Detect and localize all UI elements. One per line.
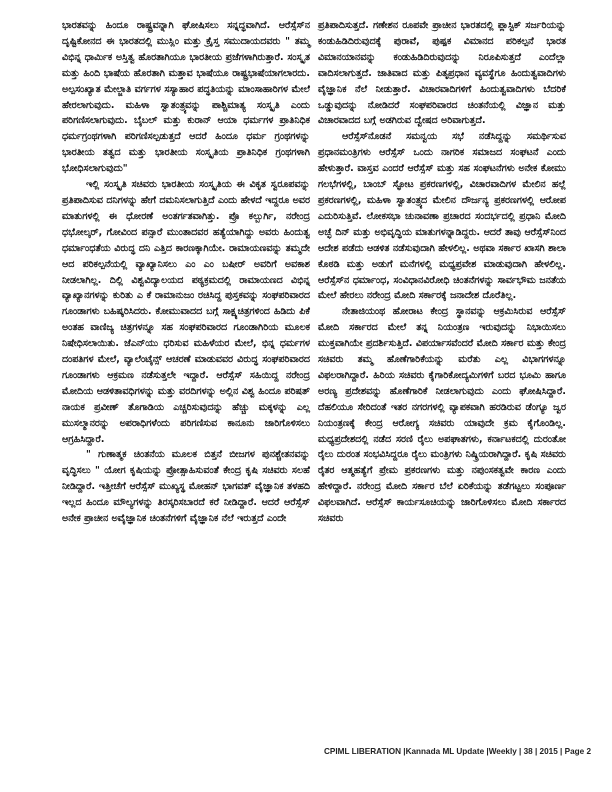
paragraph: ಆರೆಸ್ಸೆಸ್‌ನೊಡನೆ ಸಮನ್ವಯ ಸಭೆ ನಡೆಸಿದ್ದನ್ನು ಸಮರ್ಥಿಸುವ ಪ್ರಧಾನಮಂತ್ರಿಗಳು ಆರೆಸ್ಸೆಸ್ ಒಂದು ನಾಗರಿಕ ಸಮಾಜದ ಸಂಘಟನೆ ಎಂದು ಹೇಳುತ್ತಾರೆ. ವಾಸ್ತವ ಎಂದರೆ ಆರೆಸ್ಸೆಸ್ ಮತ್ತು ಸಹ ಸಂಘಟನೆಗಳು ಅನೇಕ ಕೋಮು ಗಲಭೆಗಳಲ್ಲಿ, ಬಾಂಬ್ ಸ್ಫೋಟ ಪ್ರಕರಣಗಳಲ್ಲಿ, ವಿಚಾರವಾದಿಗಳ ಮೇಲಿನ ಹಲ್ಲೆ ಪ್ರಕರಣಗಳಲ್ಲಿ, ಮಹಿಳಾ ಸ್ವಾತಂತ್ರ್ಯದ ಮೇಲಿನ ದೌರ್ಜನ್ಯ ಪ್ರಕರಣಗಳಲ್ಲಿ ಆರೋಪ ಎದುರಿಸುತ್ತಿವೆ. ಲೋಕಸಭಾ ಚುನಾವಣಾ ಪ್ರಚಾರದ ಸಂದರ್ಭದಲ್ಲಿ ಪ್ರಧಾನಿ ಮೋದಿ ಅಚ್ಛೆ ದಿನ್ ಮತ್ತು ಅಭಿವೃದ್ಧಿಯ ಮಾತುಗಳನ್ನಾಡಿದ್ದರು. ಆದರೆ ತಾವು ಆರೆಸ್ಸೆಸ್‌ನಿಂದ ಆದೇಶ ಪಡೆದು ಆಡಳಿತ ನಡೆಸುವುದಾಗಿ ಹೇಳಲಿಲ್ಲ. ಅಥವಾ ಸರ್ಕಾರ ಖಾಸಗಿ ಶಾಲಾ ಕೊಠಡಿ ಮತ್ತು ಅಡುಗೆ ಮನೆಗಳಲ್ಲಿ ಮಧ್ಯಪ್ರವೇಶ ಮಾಡುವುದಾಗಿ ಹೇಳಲಿಲ್ಲ. ಆರೆಸ್ಸೆಸ್‌ನ ಧರ್ಮಾಂಧ, ಸಂವಿಧಾನವಿರೋಧಿ ಚಿಂತನೆಗಳನ್ನು ಸಾರ್ವಭೌಮ ಜನತೆಯ ಮೇಲೆ ಹೇರಲು ನರೇಂದ್ರ ಮೋದಿ ಸರ್ಕಾರಕ್ಕೆ ಜನಾದೇಶ ದೊರೆತಿಲ್ಲ. [318,131,566,302]
paragraph: ನೇತಾಜಿಯಂಥ ಹೋರಾಟ ಕೇಂದ್ರ ಸ್ಥಾನವನ್ನು ಆಕ್ರಮಿಸಿರುವ ಆರೆಸ್ಸೆಸ್ ಮೋದಿ ಸರ್ಕಾರದ ಮೇಲೆ ತನ್ನ ನಿಯಂತ್ರಣ ಇರುವುದನ್ನು ನಿಭಾಯಿಸಲು ಮುಕ್ತವಾಗಿಯೇ ಪ್ರದರ್ಶಿಸುತ್ತಿದೆ. ವಿಪರ್ಯಾಸವೆಂದರೆ ಮೋದಿ ಸರ್ಕಾರ ಮತ್ತು ಕೇಂದ್ರ ಸಚಿವರು ತಮ್ಮ ಹೊಣೆಗಾರಿಕೆಯನ್ನು ಮರೆತು ಎಲ್ಲ ವಿಭಾಗಗಳನ್ನೂ ವಿಫಲರಾಗಿದ್ದಾರೆ. ಹಿರಿಯ ಸಚಿವರು ಕೈಗಾರಿಕೋದ್ಯಮಿಗಳಿಗೆ ಬರದ ಭೂಮಿ ಹಾಗೂ ಅರಣ್ಯ ಪ್ರದೇಶವನ್ನು ಹೊಣೆಗಾರಿಕೆ ನೀಡಲಾಗುವುದು ಎಂದು ಘೋಷಿಸಿದ್ದಾರೆ. ದೆಹಲಿಯೂ ಸೇರಿದಂತೆ ಇತರ ನಗರಗಳಲ್ಲಿ ವ್ಯಾಪಕವಾಗಿ ಹರಡಿರುವ ಡೆಂಗ್ಯೂ ಜ್ವರ ನಿಯಂತ್ರಣಕ್ಕೆ ಕೇಂದ್ರ ಆರೋಗ್ಯ ಸಚಿವರು ಯಾವುದೇ ಕ್ರಮ ಕೈಗೊಂಡಿಲ್ಲ. ಮಧ್ಯಪ್ರದೇಶದಲ್ಲಿ ನಡೆದ ಸರಣಿ ರೈಲು ಅಪಘಾತಗಳು, ಕರ್ನಾಟಕದಲ್ಲಿ ದುರಂತೋ ರೈಲು ದುರಂತ ಸಂಭವಿಸಿದ್ದರೂ ರೈಲು ಮಂತ್ರಿಗಳು ನಿಷ್ಕ್ರಿಯರಾಗಿದ್ದಾರೆ. ಕೃಷಿ ಸಚಿವರು ರೈತರ ಆತ್ಮಹತ್ಯೆಗೆ ಪ್ರೇಮ ಪ್ರಕರಣಗಳು ಮತ್ತು ನಪುಂಸಕತ್ವವೇ ಕಾರಣ ಎಂದು ಹೇಳಿದ್ದಾರೆ. ನರೇಂದ್ರ ಮೋದಿ ಸರ್ಕಾರ ಬೆಲೆ ಏರಿಕೆಯನ್ನು ತಡೆಗಟ್ಟಲು ಸಂಪೂರ್ಣ ವಿಫಲವಾಗಿದೆ. ಆರೆಸ್ಸೆಸ್ ಕಾರ್ಯಸೂಚಿಯನ್ನು ಜಾರಿಗೊಳಿಸಲು ಮೋದಿ ಸರ್ಕಾರದ ಸಚಿವರು [318,306,566,525]
paragraph: " ಗುಣಾತ್ಮಕ ಚಿಂತನೆಯ ಮೂಲಕ ಬಿತ್ತನೆ ಬೀಜಗಳ ಪುನಶ್ಚೇತನವನ್ನು ವೃದ್ಧಿಸಲು " ಯೋಗ ಕೃಷಿಯನ್ನು ಪ್ರೋತ್ಸಾಹಿಸುವಂತೆ ಕೇಂದ್ರ ಕೃಷಿ ಸಚಿವರು ಸಲಹೆ ನೀಡಿದ್ದಾರೆ. ಇತ್ತೀಚೆಗೆ ಆರೆಸ್ಸೆಸ್ ಮುಖ್ಯಸ್ಥ ಮೋಹನ್ ಭಾಗವತ್ ವೈಜ್ಞಾನಿಕ ತಳಹದಿ ಇಲ್ಲದ ಹಿಂದೂ ಮೌಲ್ಯಗಳನ್ನು ತಿರಸ್ಕರಿಸಬಾರದೆ ಕರೆ ನೀಡಿದ್ದಾರೆ. ಆದರೆ ಆರೆಸ್ಸೆಸ್ ಅನೇಕ ಪ್ರಾಚೀನ ಅವೈಜ್ಞಾನಿಕ ಚಿಂತನೆಗಳಿಗೆ ವೈಜ್ಞಾನಿಕ ನೆಲೆ ಇರುತ್ತದೆ ಎಂದೇ [62,449,310,525]
paragraph: ಪ್ರತಿಪಾದಿಸುತ್ತದೆ. ಗಣೇಶನ ರೂಪವೇ ಪ್ರಾಚೀನ ಭಾರತದಲ್ಲಿ ಪ್ಲಾಸ್ಟಿಕ್ ಸರ್ಜರಿಯನ್ನು ಕಂಡುಹಿಡಿದಿರುವುದಕ್ಕೆ ಪುರಾವೆ, ಪುಷ್ಪಕ ವಿಮಾನದ ಪರಿಕಲ್ಪನೆ ಭಾರತ ವಿಮಾನಯಾನವನ್ನು ಕಂಡುಹಿಡಿದಿರುವುದನ್ನು ನಿರೂಪಿಸುತ್ತದೆ ಎಂದೆಲ್ಲಾ ವಾದಿಸಲಾಗುತ್ತದೆ. ಜಾತಿವಾದ ಮತ್ತು ಪಿತೃಪ್ರಧಾನ ವ್ಯವಸ್ಥೆಗೂ ಹಿಂದುತ್ವವಾದಿಗಳು ವೈಜ್ಞಾನಿಕ ನೆಲೆ ನೀಡುತ್ತಾರೆ. ವಿಚಾರವಾದಿಗಳಿಗೆ ಹಿಂದುತ್ವವಾದಿಗಳು ಬೆದರಿಕೆ ಒಡ್ಡುವುದನ್ನು ನೋಡಿದರೆ ಸಂಘಪರಿವಾರದ ಚಿಂತನೆಯಲ್ಲಿ ವಿಜ್ಞಾನ ಮತ್ತು ವಿಚಾರವಾದದ ಬಗ್ಗೆ ಅಡಗಿರುವ ದ್ವೇಷದ ಅರಿವಾಗುತ್ತದೆ. [318,20,566,127]
paragraph: ಇಲ್ಲಿ ಸಂಸ್ಕೃತಿ ಸಚಿವರು ಭಾರತೀಯ ಸಂಸ್ಕೃತಿಯ ಈ ವಿಕೃತ ಸ್ವರೂಪವನ್ನು ಪ್ರತಿಪಾದಿಸುವ ದನಿಗಳನ್ನು ಹೇಗೆ ದಮನಿಸಲಾಗುತ್ತಿದೆ ಎಂದು ಹೇಳದೆ ಇದ್ದರೂ ಅವರ ಮಾತುಗಳಲ್ಲಿ ಈ ಧೋರಣೆ ಅಂತರ್ಗತವಾಗಿತ್ತು. ಪ್ರೊ ಕಲ್ಬುರ್ಗಿ, ನರೇಂದ್ರ ಧಭೋಲ್ಕರ್, ಗೋವಿಂದ ಪನ್ಸಾರೆ ಮುಂತಾದವರ ಹತ್ಯೆಯಾಗಿದ್ದು ಅವರು ಹಿಂದುತ್ವ ಧರ್ಮಾಂಧತೆಯ ವಿರುದ್ಧ ದನಿ ಎತ್ತಿದ ಕಾರಣಕ್ಕಾಗಿಯೇ. ರಾಮಾಯಣವನ್ನು ತಮ್ಮದೇ ಆದ ಪರಿಕಲ್ಪನೆಯಲ್ಲಿ ವ್ಯಾಖ್ಯಾನಿಸಲು ಎಂ ಎಂ ಬಷೀರ್ ಅವರಿಗೆ ಅವಕಾಶ ನೀಡಲಾಗಿಲ್ಲ. ದಿಲ್ಲಿ ವಿಶ್ವವಿದ್ಯಾಲಯದ ಪಠ್ಯಕ್ರಮದಲ್ಲಿ ರಾಮಾಯಣದ ವಿಭಿನ್ನ ವ್ಯಾಖ್ಯಾನಗಳನ್ನು ಕುರಿತು ಎ ಕೆ ರಾಮಾನುಜಂ ರಚಿಸಿದ್ದ ಪುಸ್ತಕವನ್ನು ಸಂಘಪರಿವಾರದ ಗೂಂಡಾಗಳು ಬಹಿಷ್ಕರಿಸಿದರು. ಕೋಮುವಾದದ ಬಗ್ಗೆ ಸಾಕ್ಷ್ಯಚಿತ್ರಗಳಿಂದ ಹಿಡಿದು ಪಿಕೆ ಅಂತಹ ವಾಣಿಜ್ಯ ಚಿತ್ರಗಳನ್ನೂ ಸಹ ಸಂಘಪರಿವಾರದ ಗೂಂಡಾಗಿರಿಯ ಮೂಲಕ ನಿಷೇಧಿಸಲಾಯಿತು. ಜೆಎನ್‌ಯು ಧರಿಸುವ ಮಹಿಳೆಯರ ಮೇಲೆ, ಭಿನ್ನ ಧರ್ಮಗಳ ದಂಪತಿಗಳ ಮೇಲೆ, ವ್ಯಾಲೆಂಟೈನ್ಸ್ ಆಚರಣೆ ಮಾಡುವವರ ವಿರುದ್ಧ ಸಂಘಪರಿವಾರದ ಗೂಂಡಾಗಳು ಆಕ್ರಮಣ ನಡೆಸುತ್ತಲೇ ಇದ್ದಾರೆ. ಆರೆಸ್ಸೆಸ್ ಸಹಿಯಿದ್ದ ನರೇಂದ್ರ ಮೋದಿಯ ಆಡಳಿತಾವಧಿಗಳನ್ನು ಮತ್ತು ವರದಿಗಳನ್ನು ಅಲ್ಲಿನ ವಿಶ್ವ ಹಿಂದೂ ಪರಿಷತ್ ನಾಯಕ ಪ್ರವೀಣ್ ತೊಗಾಡಿಯ ಎಚ್ಚರಿಸುವುದನ್ನು ಹೆಚ್ಚು ಮಕ್ಕಳನ್ನು ಎಲ್ಲ ಮುಸಲ್ಮಾನರನ್ನು ಅಪರಾಧಿಗಳೆಂದು ಪರಿಗಣಿಸುವ ಕಾನೂನು ಜಾರಿಗೊಳಿಸಲು ಆಗ್ರಹಿಸಿದ್ದಾರೆ. [62,179,310,445]
left-column [62,18,310,527]
right-column [318,18,566,527]
paragraph: ಭಾರತವನ್ನು ಹಿಂದೂ ರಾಷ್ಟ್ರವನ್ನಾಗಿ ಘೋಷಿಸಲು ಸನ್ನದ್ಧವಾಗಿದೆ. ಆರೆಸ್ಸೆಸ್‌ನ ದೃಷ್ಟಿಕೋನದ ಈ ಭಾರತದಲ್ಲಿ ಮುಸ್ಲಿಂ ಮತ್ತು ಕ್ರೈಸ್ತ ಸಮುದಾಯದವರು " ತಮ್ಮ ವಿಭಿನ್ನ ಧಾರ್ಮಿಕ ಅಸ್ತಿತ್ವ ಹೊರತಾಗಿಯೂ ಭಾರತೀಯ ಪ್ರಜೆಗಳಾಗಿರುತ್ತಾರೆ. ಸಂಸ್ಕೃತ ಮತ್ತು ಹಿಂದಿ ಭಾಷೆಯ ಹೊರತಾಗಿ ಮತ್ತಾವ ಭಾಷೆಯೂ ರಾಷ್ಟ್ರಭಾಷೆಯಾಗಲಾರದು. ಅಲ್ಪಸಂಖ್ಯಾತ ಮೇಲ್ಜಾತಿ ವರ್ಗಗಳ ಸಸ್ಯಾಹಾರ ಪದ್ಧತಿಯನ್ನು ಮಾಂಸಾಹಾರಿಗಳ ಮೇಲೆ ಹೇರಲಾಗುವುದು. ಮಹಿಳಾ ಸ್ವಾತಂತ್ರ್ಯವನ್ನು ಪಾಶ್ಚಿಮಾತ್ಯ ಸಂಸ್ಕೃತಿ ಎಂದು ಪರಿಗಣಿಸಲಾಗುವುದು. ಬೈಬಲ್ ಮತ್ತು ಕುರಾನ್ ಆಯಾ ಧರ್ಮಗಳ ಪ್ರಾತಿನಿಧಿಕ ಧರ್ಮಗ್ರಂಥಗಳಾಗಿ ಪರಿಗಣಿಸಲ್ಪಡುತ್ತದೆ ಆದರೆ ಹಿಂದೂ ಧರ್ಮ ಗ್ರಂಥಗಳನ್ನು ಭಾರತೀಯ ತತ್ವದ ಮತ್ತು ಭಾರತೀಯ ಸಂಸ್ಕೃತಿಯ ಪ್ರಾತಿನಿಧಿಕ ಗ್ರಂಥಗಳಾಗಿ ಭೋಧಿಸಲಾಗುವುದು" [62,20,310,175]
page-footer: CPIML LIBERATION |Kannada ML Update |Weekly | 38 | 2015 | Page 2 [324,747,592,756]
